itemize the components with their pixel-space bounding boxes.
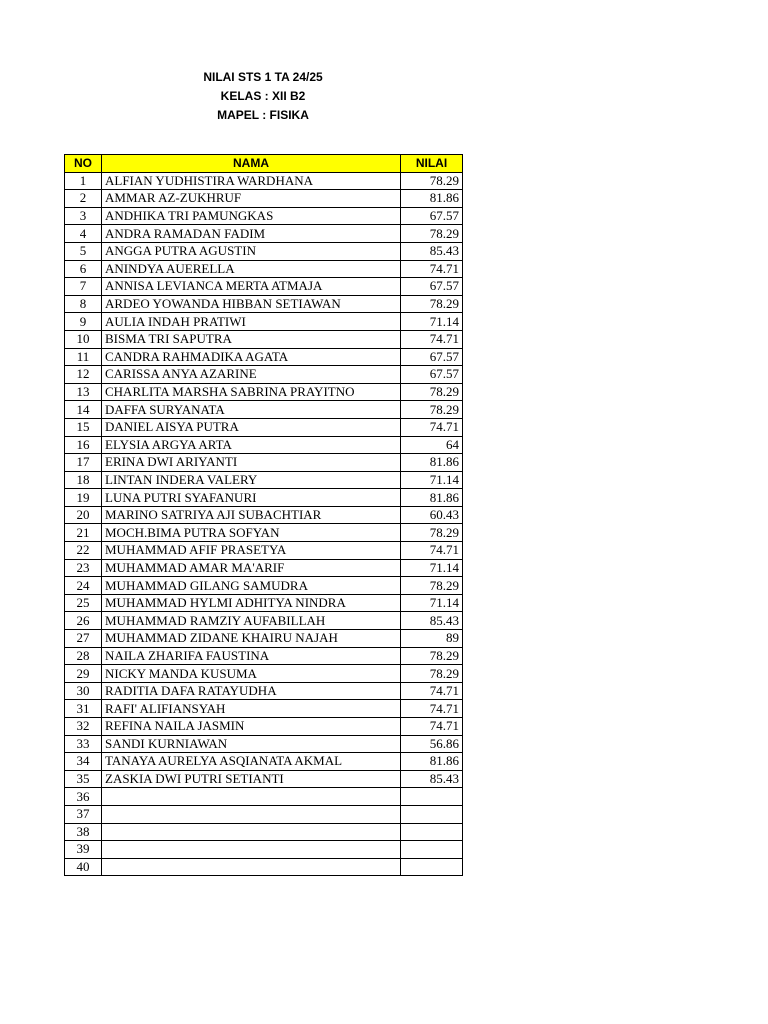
grade-cell: 78.29 xyxy=(401,577,463,595)
student-name-cell: ZASKIA DWI PUTRI SETIANTI xyxy=(102,770,401,788)
table-row xyxy=(65,735,463,753)
student-name-cell: ANINDYA AUERELLA xyxy=(102,260,401,278)
student-name-cell: MUHAMMAD AFIF PRASETYA xyxy=(102,542,401,560)
table-header-row xyxy=(65,155,463,173)
student-name-cell: RADITIA DAFA RATAYUDHA xyxy=(102,682,401,700)
table-row xyxy=(65,577,463,595)
table-row xyxy=(65,506,463,524)
table-row xyxy=(65,594,463,612)
row-number-cell: 40 xyxy=(65,858,102,876)
grade-cell: 67.57 xyxy=(401,207,463,225)
row-number-cell: 34 xyxy=(65,753,102,771)
grade-cell xyxy=(401,858,463,876)
student-name-cell: DAFFA SURYANATA xyxy=(102,401,401,419)
grade-cell: 74.71 xyxy=(401,718,463,736)
table-row xyxy=(65,770,463,788)
grade-cell: 78.29 xyxy=(401,401,463,419)
table-row xyxy=(65,630,463,648)
table-row xyxy=(65,242,463,260)
row-number-cell: 20 xyxy=(65,506,102,524)
table-row xyxy=(65,418,463,436)
row-number-cell: 26 xyxy=(65,612,102,630)
row-number-cell: 9 xyxy=(65,313,102,331)
row-number-cell: 35 xyxy=(65,770,102,788)
row-number-cell: 4 xyxy=(65,225,102,243)
grade-cell: 85.43 xyxy=(401,242,463,260)
row-number-cell: 11 xyxy=(65,348,102,366)
grade-cell: 74.71 xyxy=(401,682,463,700)
grade-cell: 85.43 xyxy=(401,770,463,788)
student-name-cell xyxy=(102,788,401,806)
student-name-cell: ALFIAN YUDHISTIRA WARDHANA xyxy=(102,172,401,190)
table-row xyxy=(65,330,463,348)
row-number-cell: 10 xyxy=(65,330,102,348)
student-name-cell: LINTAN INDERA VALERY xyxy=(102,471,401,489)
row-number-cell: 15 xyxy=(65,418,102,436)
grade-cell: 78.29 xyxy=(401,383,463,401)
student-name-cell: CANDRA RAHMADIKA AGATA xyxy=(102,348,401,366)
row-number-cell: 21 xyxy=(65,524,102,542)
row-number-cell: 2 xyxy=(65,190,102,208)
table-row xyxy=(65,172,463,190)
row-number-cell: 27 xyxy=(65,630,102,648)
table-row xyxy=(65,524,463,542)
grade-cell: 78.29 xyxy=(401,172,463,190)
row-number-cell: 30 xyxy=(65,682,102,700)
student-name-cell: MUHAMMAD ZIDANE KHAIRU NAJAH xyxy=(102,630,401,648)
row-number-cell: 31 xyxy=(65,700,102,718)
column-header-no: NO xyxy=(65,155,102,173)
grade-cell xyxy=(401,805,463,823)
row-number-cell: 24 xyxy=(65,577,102,595)
document-title: NILAI STS 1 TA 24/25 xyxy=(203,70,323,84)
table-row xyxy=(65,700,463,718)
row-number-cell: 3 xyxy=(65,207,102,225)
student-name-cell: DANIEL AISYA PUTRA xyxy=(102,418,401,436)
row-number-cell: 25 xyxy=(65,594,102,612)
row-number-cell: 32 xyxy=(65,718,102,736)
grade-cell: 71.14 xyxy=(401,594,463,612)
class-label: KELAS : XII B2 xyxy=(220,89,306,103)
grade-cell: 78.29 xyxy=(401,524,463,542)
table-row xyxy=(65,225,463,243)
grade-cell: 78.29 xyxy=(401,295,463,313)
grade-cell: 56.86 xyxy=(401,735,463,753)
table-row xyxy=(65,753,463,771)
table-row xyxy=(65,295,463,313)
grade-cell: 71.14 xyxy=(401,313,463,331)
grade-cell: 89 xyxy=(401,630,463,648)
row-number-cell: 23 xyxy=(65,559,102,577)
student-name-cell: AULIA INDAH PRATIWI xyxy=(102,313,401,331)
student-name-cell: ANGGA PUTRA AGUSTIN xyxy=(102,242,401,260)
row-number-cell: 14 xyxy=(65,401,102,419)
grade-cell: 74.71 xyxy=(401,418,463,436)
table-row xyxy=(65,858,463,876)
table-row xyxy=(65,823,463,841)
grade-cell: 67.57 xyxy=(401,348,463,366)
row-number-cell: 38 xyxy=(65,823,102,841)
student-name-cell: ARDEO YOWANDA HIBBAN SETIAWAN xyxy=(102,295,401,313)
student-name-cell: SANDI KURNIAWAN xyxy=(102,735,401,753)
grade-cell xyxy=(401,823,463,841)
row-number-cell: 37 xyxy=(65,805,102,823)
table-row xyxy=(65,348,463,366)
student-name-cell: NICKY MANDA KUSUMA xyxy=(102,665,401,683)
grade-cell: 64 xyxy=(401,436,463,454)
table-row xyxy=(65,436,463,454)
student-name-cell: RAFI' ALIFIANSYAH xyxy=(102,700,401,718)
grade-cell: 78.29 xyxy=(401,665,463,683)
student-name-cell: ANDHIKA TRI PAMUNGKAS xyxy=(102,207,401,225)
student-name-cell: MUHAMMAD GILANG SAMUDRA xyxy=(102,577,401,595)
row-number-cell: 29 xyxy=(65,665,102,683)
grade-cell: 81.86 xyxy=(401,489,463,507)
table-row xyxy=(65,260,463,278)
row-number-cell: 6 xyxy=(65,260,102,278)
table-row xyxy=(65,383,463,401)
row-number-cell: 33 xyxy=(65,735,102,753)
row-number-cell: 13 xyxy=(65,383,102,401)
grade-cell xyxy=(401,841,463,859)
table-row xyxy=(65,401,463,419)
grade-cell: 81.86 xyxy=(401,753,463,771)
table-body xyxy=(65,172,463,876)
student-name-cell: ANDRA RAMADAN FADIM xyxy=(102,225,401,243)
table-row xyxy=(65,805,463,823)
student-name-cell: LUNA PUTRI SYAFANURI xyxy=(102,489,401,507)
row-number-cell: 22 xyxy=(65,542,102,560)
table-row xyxy=(65,471,463,489)
row-number-cell: 36 xyxy=(65,788,102,806)
column-header-nilai: NILAI xyxy=(401,155,463,173)
student-name-cell: BISMA TRI SAPUTRA xyxy=(102,330,401,348)
student-name-cell: CARISSA ANYA AZARINE xyxy=(102,366,401,384)
grade-cell: 67.57 xyxy=(401,366,463,384)
row-number-cell: 5 xyxy=(65,242,102,260)
grade-cell: 71.14 xyxy=(401,559,463,577)
grade-cell: 74.71 xyxy=(401,260,463,278)
row-number-cell: 16 xyxy=(65,436,102,454)
table-row xyxy=(65,313,463,331)
table-row xyxy=(65,542,463,560)
student-name-cell: NAILA ZHARIFA FAUSTINA xyxy=(102,647,401,665)
table-row xyxy=(65,788,463,806)
grade-cell: 74.71 xyxy=(401,330,463,348)
table-row xyxy=(65,841,463,859)
row-number-cell: 17 xyxy=(65,454,102,472)
table-row xyxy=(65,278,463,296)
grade-cell: 81.86 xyxy=(401,454,463,472)
column-header-nama: NAMA xyxy=(102,155,401,173)
grade-cell: 78.29 xyxy=(401,647,463,665)
grade-cell: 85.43 xyxy=(401,612,463,630)
student-name-cell: MOCH.BIMA PUTRA SOFYAN xyxy=(102,524,401,542)
row-number-cell: 8 xyxy=(65,295,102,313)
row-number-cell: 28 xyxy=(65,647,102,665)
grade-cell: 74.71 xyxy=(401,700,463,718)
table-row xyxy=(65,682,463,700)
student-name-cell xyxy=(102,841,401,859)
grade-cell: 81.86 xyxy=(401,190,463,208)
table-row xyxy=(65,366,463,384)
student-name-cell: MUHAMMAD HYLMI ADHITYA NINDRA xyxy=(102,594,401,612)
grade-cell: 67.57 xyxy=(401,278,463,296)
grade-cell: 60.43 xyxy=(401,506,463,524)
student-name-cell: REFINA NAILA JASMIN xyxy=(102,718,401,736)
subject-label: MAPEL : FISIKA xyxy=(217,108,309,122)
table-row xyxy=(65,190,463,208)
student-name-cell: ELYSIA ARGYA ARTA xyxy=(102,436,401,454)
document-header xyxy=(150,68,376,125)
row-number-cell: 7 xyxy=(65,278,102,296)
table-row xyxy=(65,665,463,683)
table-row xyxy=(65,489,463,507)
student-name-cell: TANAYA AURELYA ASQIANATA AKMAL xyxy=(102,753,401,771)
student-name-cell: MARINO SATRIYA AJI SUBACHTIAR xyxy=(102,506,401,524)
table-row xyxy=(65,559,463,577)
student-name-cell xyxy=(102,805,401,823)
row-number-cell: 1 xyxy=(65,172,102,190)
table-row xyxy=(65,612,463,630)
student-name-cell: AMMAR AZ-ZUKHRUF xyxy=(102,190,401,208)
student-name-cell: MUHAMMAD AMAR MA'ARIF xyxy=(102,559,401,577)
row-number-cell: 18 xyxy=(65,471,102,489)
student-name-cell: MUHAMMAD RAMZIY AUFABILLAH xyxy=(102,612,401,630)
student-name-cell: ANNISA LEVIANCA MERTA ATMAJA xyxy=(102,278,401,296)
student-name-cell xyxy=(102,858,401,876)
grade-cell: 78.29 xyxy=(401,225,463,243)
student-name-cell xyxy=(102,823,401,841)
table-row xyxy=(65,454,463,472)
row-number-cell: 19 xyxy=(65,489,102,507)
table-row xyxy=(65,207,463,225)
student-name-cell: ERINA DWI ARIYANTI xyxy=(102,454,401,472)
row-number-cell: 39 xyxy=(65,841,102,859)
grade-cell: 74.71 xyxy=(401,542,463,560)
table-row xyxy=(65,647,463,665)
grades-table xyxy=(64,154,463,876)
row-number-cell: 12 xyxy=(65,366,102,384)
grade-cell: 71.14 xyxy=(401,471,463,489)
grade-cell xyxy=(401,788,463,806)
table-row xyxy=(65,718,463,736)
student-name-cell: CHARLITA MARSHA SABRINA PRAYITNO xyxy=(102,383,401,401)
